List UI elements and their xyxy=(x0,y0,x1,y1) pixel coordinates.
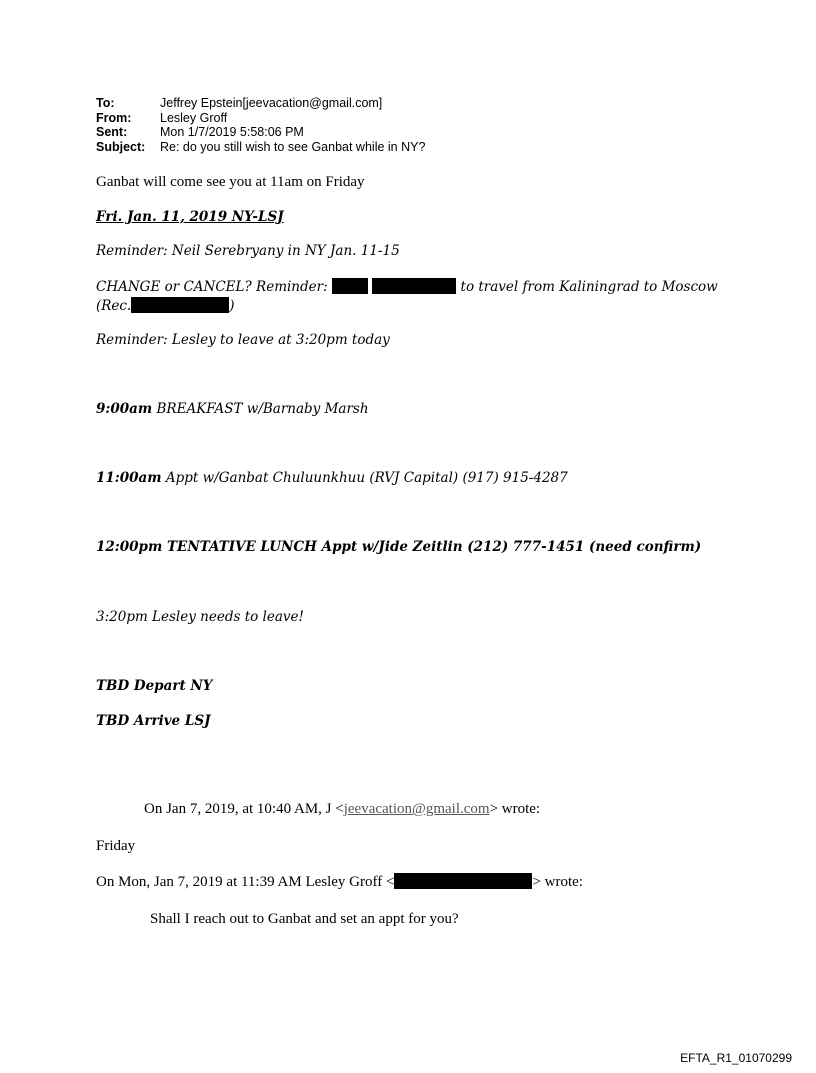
subject-row xyxy=(96,140,425,155)
schedule-time: 11:00am xyxy=(96,470,162,486)
schedule-item-ganbat xyxy=(96,470,568,486)
sent-label: Sent: xyxy=(96,125,128,139)
reminder-rec-label: (Rec. xyxy=(96,298,132,314)
schedule-text: BREAKFAST w/Barnaby Marsh xyxy=(156,401,369,417)
schedule-item-breakfast xyxy=(96,401,369,417)
quote-header-post: > wrote: xyxy=(532,874,583,890)
reminder-change-cancel xyxy=(96,278,718,295)
reminder-change-pre: CHANGE or CANCEL? Reminder: xyxy=(96,279,328,295)
reminder-rec-close: ) xyxy=(229,298,235,314)
travel-arrive: TBD Arrive LSJ xyxy=(96,713,211,729)
quote-header-post: > wrote: xyxy=(489,801,541,817)
intro-text: Ganbat will come see you at 11am on Friday xyxy=(96,174,365,190)
schedule-time: 9:00am xyxy=(96,401,153,417)
reminder-rec-line xyxy=(96,297,235,314)
email-header xyxy=(96,96,425,154)
subject-value: Re: do you still wish to see Ganbat while in NY? xyxy=(160,139,426,154)
to-row xyxy=(96,96,425,111)
sent-row xyxy=(96,125,425,140)
to-value: Jeffrey Epstein[jeevacation@gmail.com] xyxy=(160,96,383,110)
schedule-text: Appt w/Ganbat Chuluunkhuu (RVJ Capital) (917) 915-4287 xyxy=(165,470,568,486)
subject-label: Subject: xyxy=(96,139,146,154)
document-id: EFTA_R1_01070299 xyxy=(680,1051,792,1065)
quote-header-pre: On Jan 7, 2019, at 10:40 AM, J < xyxy=(144,801,344,817)
quoted-question: Shall I reach out to Ganbat and set an appt for you? xyxy=(150,911,459,927)
email-link[interactable]: jeevacation@gmail.com xyxy=(343,801,490,817)
from-value: Lesley Groff xyxy=(160,110,228,125)
redaction-box xyxy=(131,297,229,313)
schedule-item-lesley-leave: 3:20pm Lesley needs to leave! xyxy=(96,609,304,625)
travel-depart: TBD Depart NY xyxy=(96,678,213,694)
reply-text: Friday xyxy=(96,838,136,854)
reminder-lesley-leave: Reminder: Lesley to leave at 3:20pm today xyxy=(96,332,390,348)
to-label: To: xyxy=(96,96,115,110)
quote-header-pre: On Mon, Jan 7, 2019 at 11:39 AM Lesley Groff < xyxy=(96,874,395,890)
redaction-box xyxy=(372,278,456,294)
quote-header-lesley xyxy=(96,873,583,891)
redaction-box xyxy=(394,873,532,889)
redaction-box xyxy=(332,278,368,294)
schedule-item-lunch: 12:00pm TENTATIVE LUNCH Appt w/Jide Zeitlin (212) 777-1451 (need confirm) xyxy=(96,539,702,555)
quote-header-j xyxy=(144,801,540,818)
sent-value: Mon 1/7/2019 5:58:06 PM xyxy=(160,125,304,139)
date-heading: Fri. Jan. 11, 2019 NY-LSJ xyxy=(96,209,284,225)
reminder-change-post: to travel from Kaliningrad to Moscow xyxy=(460,279,718,295)
reminder-serebryany: Reminder: Neil Serebryany in NY Jan. 11-15 xyxy=(96,243,400,259)
from-row xyxy=(96,111,425,126)
from-label: From: xyxy=(96,110,132,125)
